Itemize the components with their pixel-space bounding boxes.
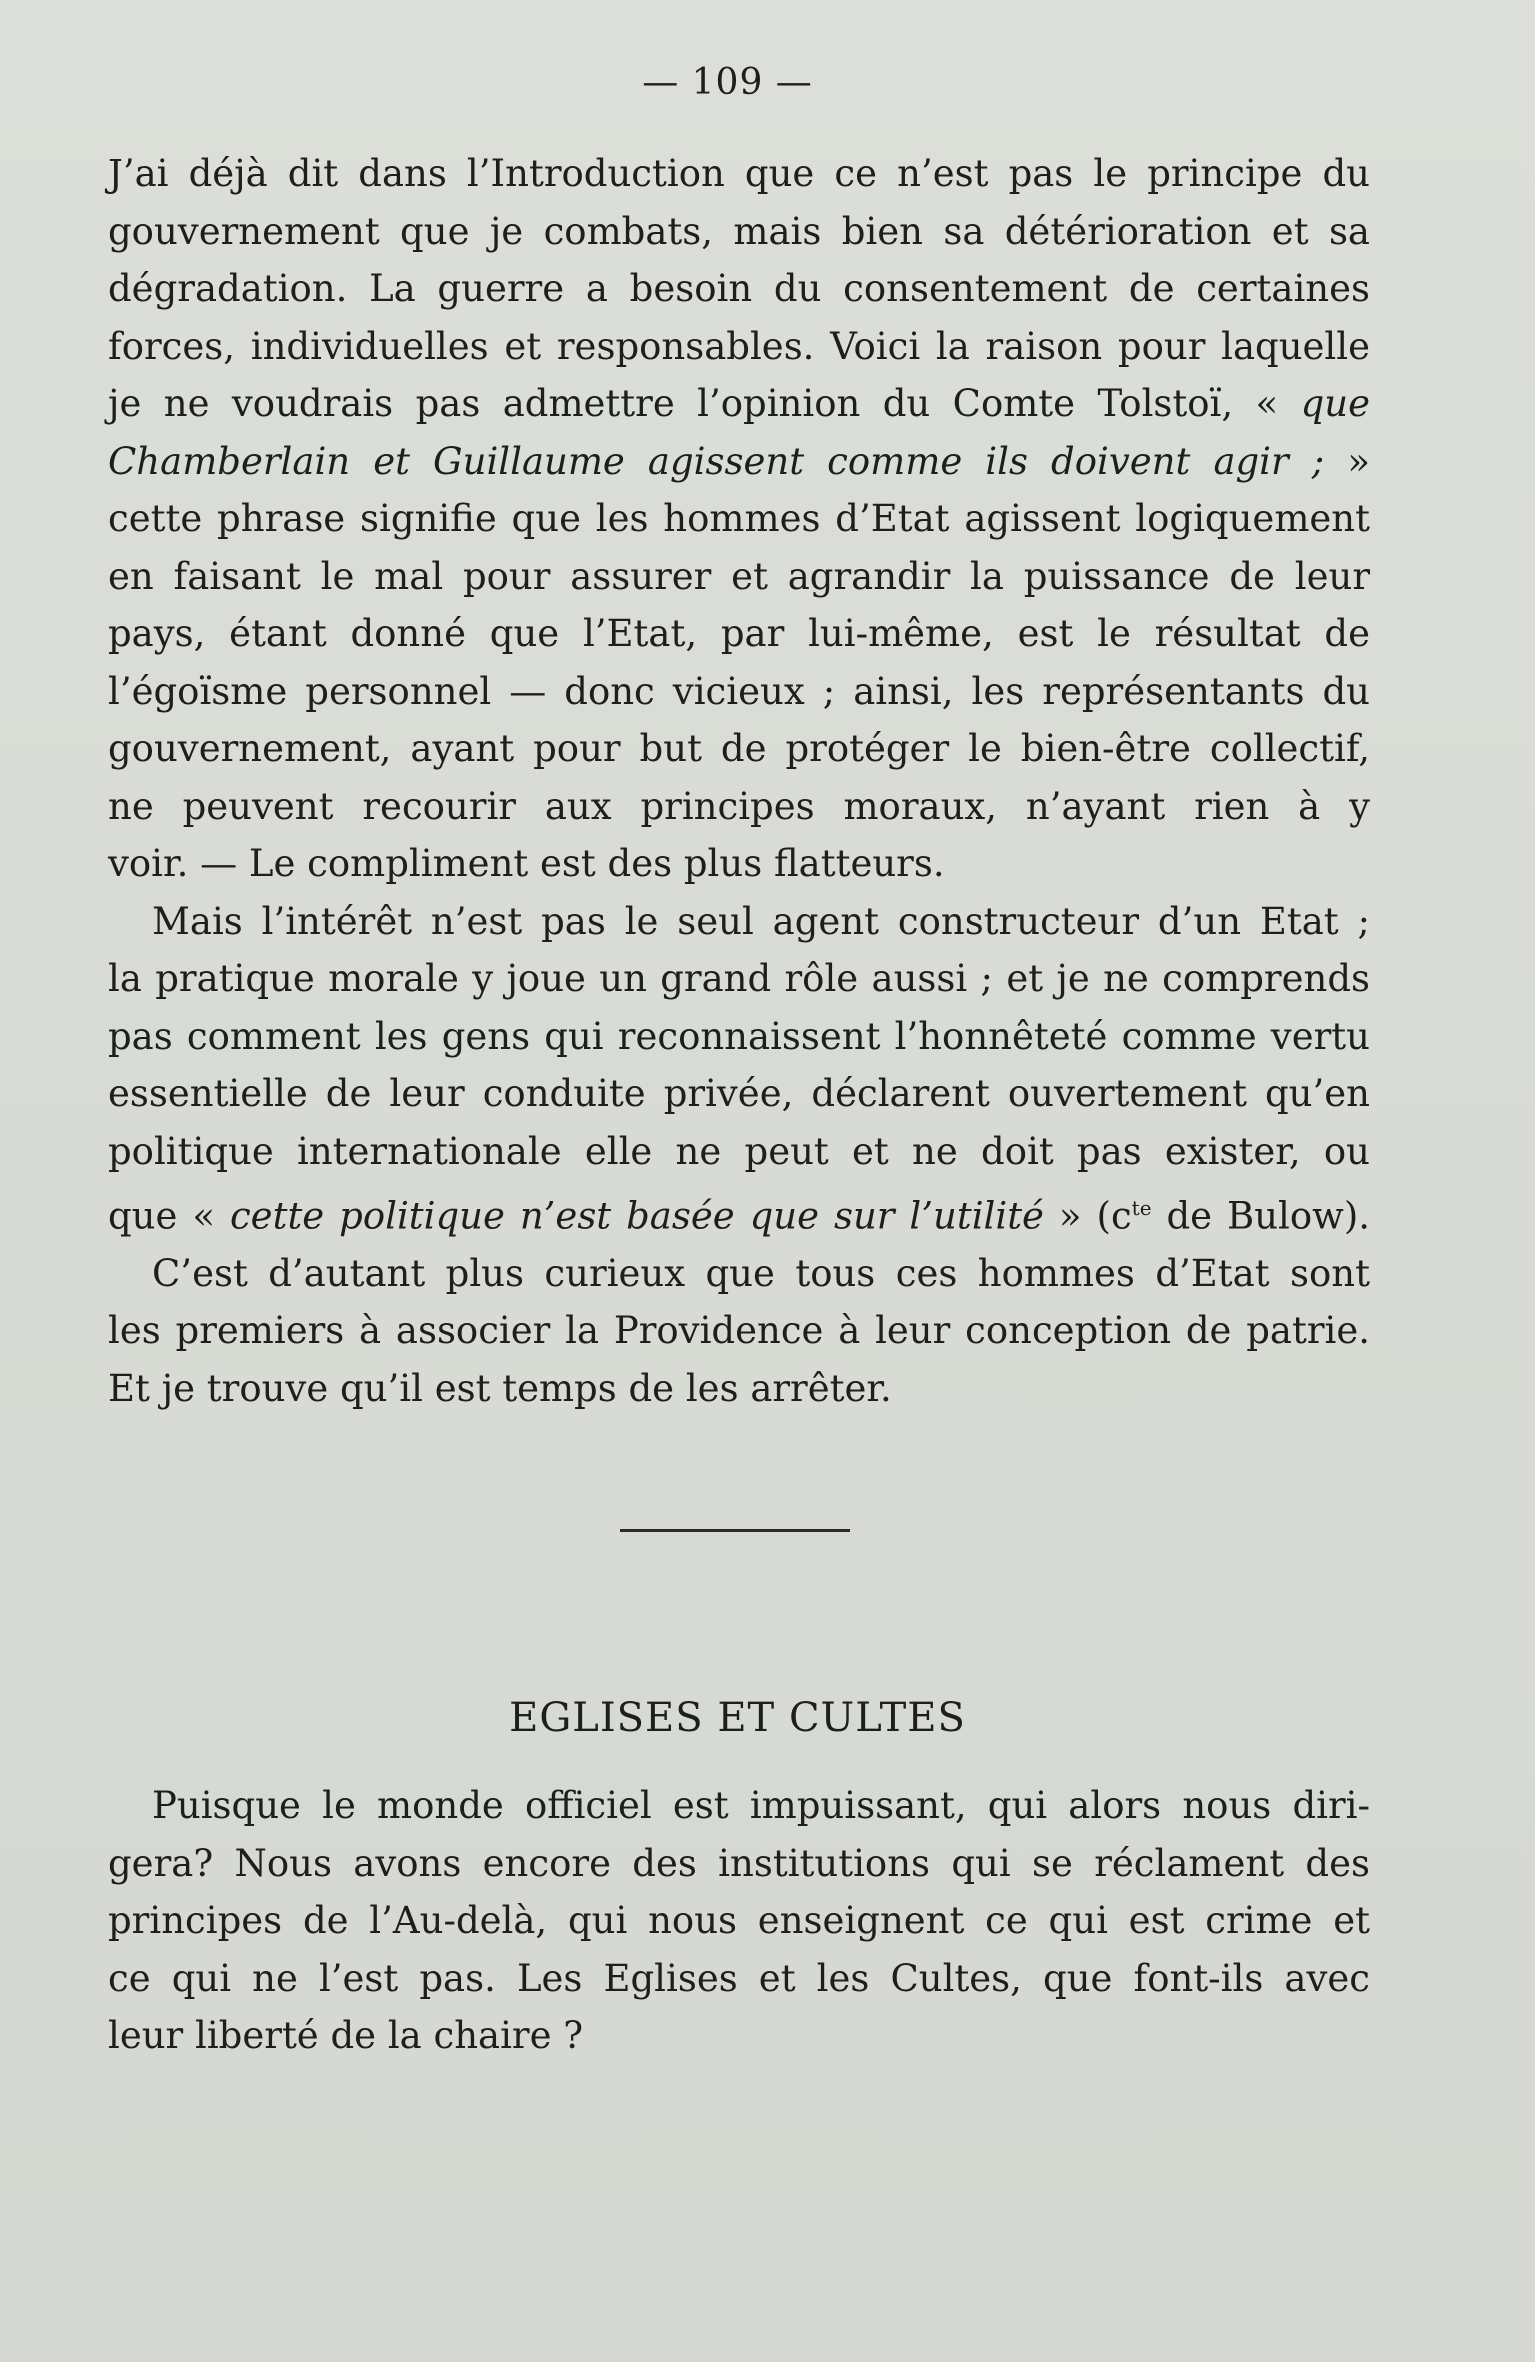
quote-italic: cette politique n’est basée que sur l’utilité (229, 1194, 1044, 1238)
text-line: l’égoïsme personnel — donc vicieux ; ainsi, les représentants du (108, 669, 1370, 713)
text-line: C’est d’autant plus curieux que tous ces hommes d’Etat sont (152, 1251, 1370, 1295)
text-line: pas comment les gens qui reconnaissent l’honnêteté comme vertu (108, 1014, 1370, 1058)
text-run: de Bulow). (1166, 1194, 1371, 1238)
text-line: la pratique morale y joue un grand rôle aussi ; et je ne comprends (108, 957, 1370, 1000)
text-line: les premiers à associer la Providence à leur conception de patrie. (108, 1309, 1370, 1353)
text-line: essentielle de leur conduite privée, déclarent ouvertement qu’en (108, 1072, 1370, 1115)
text-line (108, 433, 1370, 491)
text-run: que « (108, 1194, 215, 1238)
text-line (108, 1180, 1370, 1245)
text-line: gouvernement que je combats, mais bien sa détérioration et sa (108, 209, 1370, 253)
text-line: J’ai déjà dit dans l’Introduction que ce n’est pas le principe du (108, 152, 1370, 195)
body-text-lower (108, 1777, 1370, 2065)
body-text-upper (108, 145, 1370, 1417)
text-line: gera? Nous avons encore des institutions qui se réclament des (108, 1841, 1370, 1885)
text-line: gouvernement, ayant pour but de protéger le bien-être collectif, (108, 727, 1370, 770)
text-line: cette phrase signifie que les hommes d’Etat agissent logiquement (108, 497, 1370, 540)
text-line: pays, étant donné que l’Etat, par lui-même, est le résultat de (108, 612, 1370, 655)
superscript: te (1131, 1196, 1152, 1220)
text-run: je ne voudrais pas admettre l’opinion du Comte Tolstoï, « (108, 382, 1279, 425)
quote-italic: Chamberlain et Guillaume agissent comme ils doivent agir ; (108, 439, 1325, 483)
text-run: » (c (1058, 1194, 1132, 1238)
text-run: » (1347, 439, 1370, 483)
page-number: — 109 — (642, 62, 813, 103)
text-line: leur liberté de la chaire ? (108, 2014, 584, 2057)
text-line: ne peuvent recourir aux principes moraux, n’ayant rien à y (108, 784, 1370, 828)
text-line: politique internationale elle ne peut et ne doit pas exister, ou (108, 1129, 1370, 1173)
text-line (108, 375, 1370, 433)
text-line: Mais l’intérêt n’est pas le seul agent constructeur d’un Etat ; (152, 899, 1370, 943)
text-line: dégradation. La guerre a besoin du consentement de certaines (108, 267, 1370, 310)
text-line: principes de l’Au-delà, qui nous enseignent ce qui est crime et (108, 1899, 1370, 1942)
text-line: forces, individuelles et responsables. Voici la raison pour laquelle (108, 324, 1370, 368)
section-title: EGLISES ET CULTES (509, 1695, 966, 1741)
text-line: voir. — Le compliment est des plus flatteurs. (108, 842, 945, 885)
text-line: Puisque le monde officiel est impuissant, qui alors nous diri- (152, 1784, 1370, 1827)
text-line: ce qui ne l’est pas. Les Eglises et les Cultes, que font-ils avec (108, 1956, 1370, 2000)
text-line: Et je trouve qu’il est temps de les arrêter. (108, 1366, 892, 1410)
section-divider (620, 1529, 850, 1532)
text-line: en faisant le mal pour assurer et agrandir la puissance de leur (108, 554, 1370, 598)
quote-italic: que (1300, 382, 1370, 425)
